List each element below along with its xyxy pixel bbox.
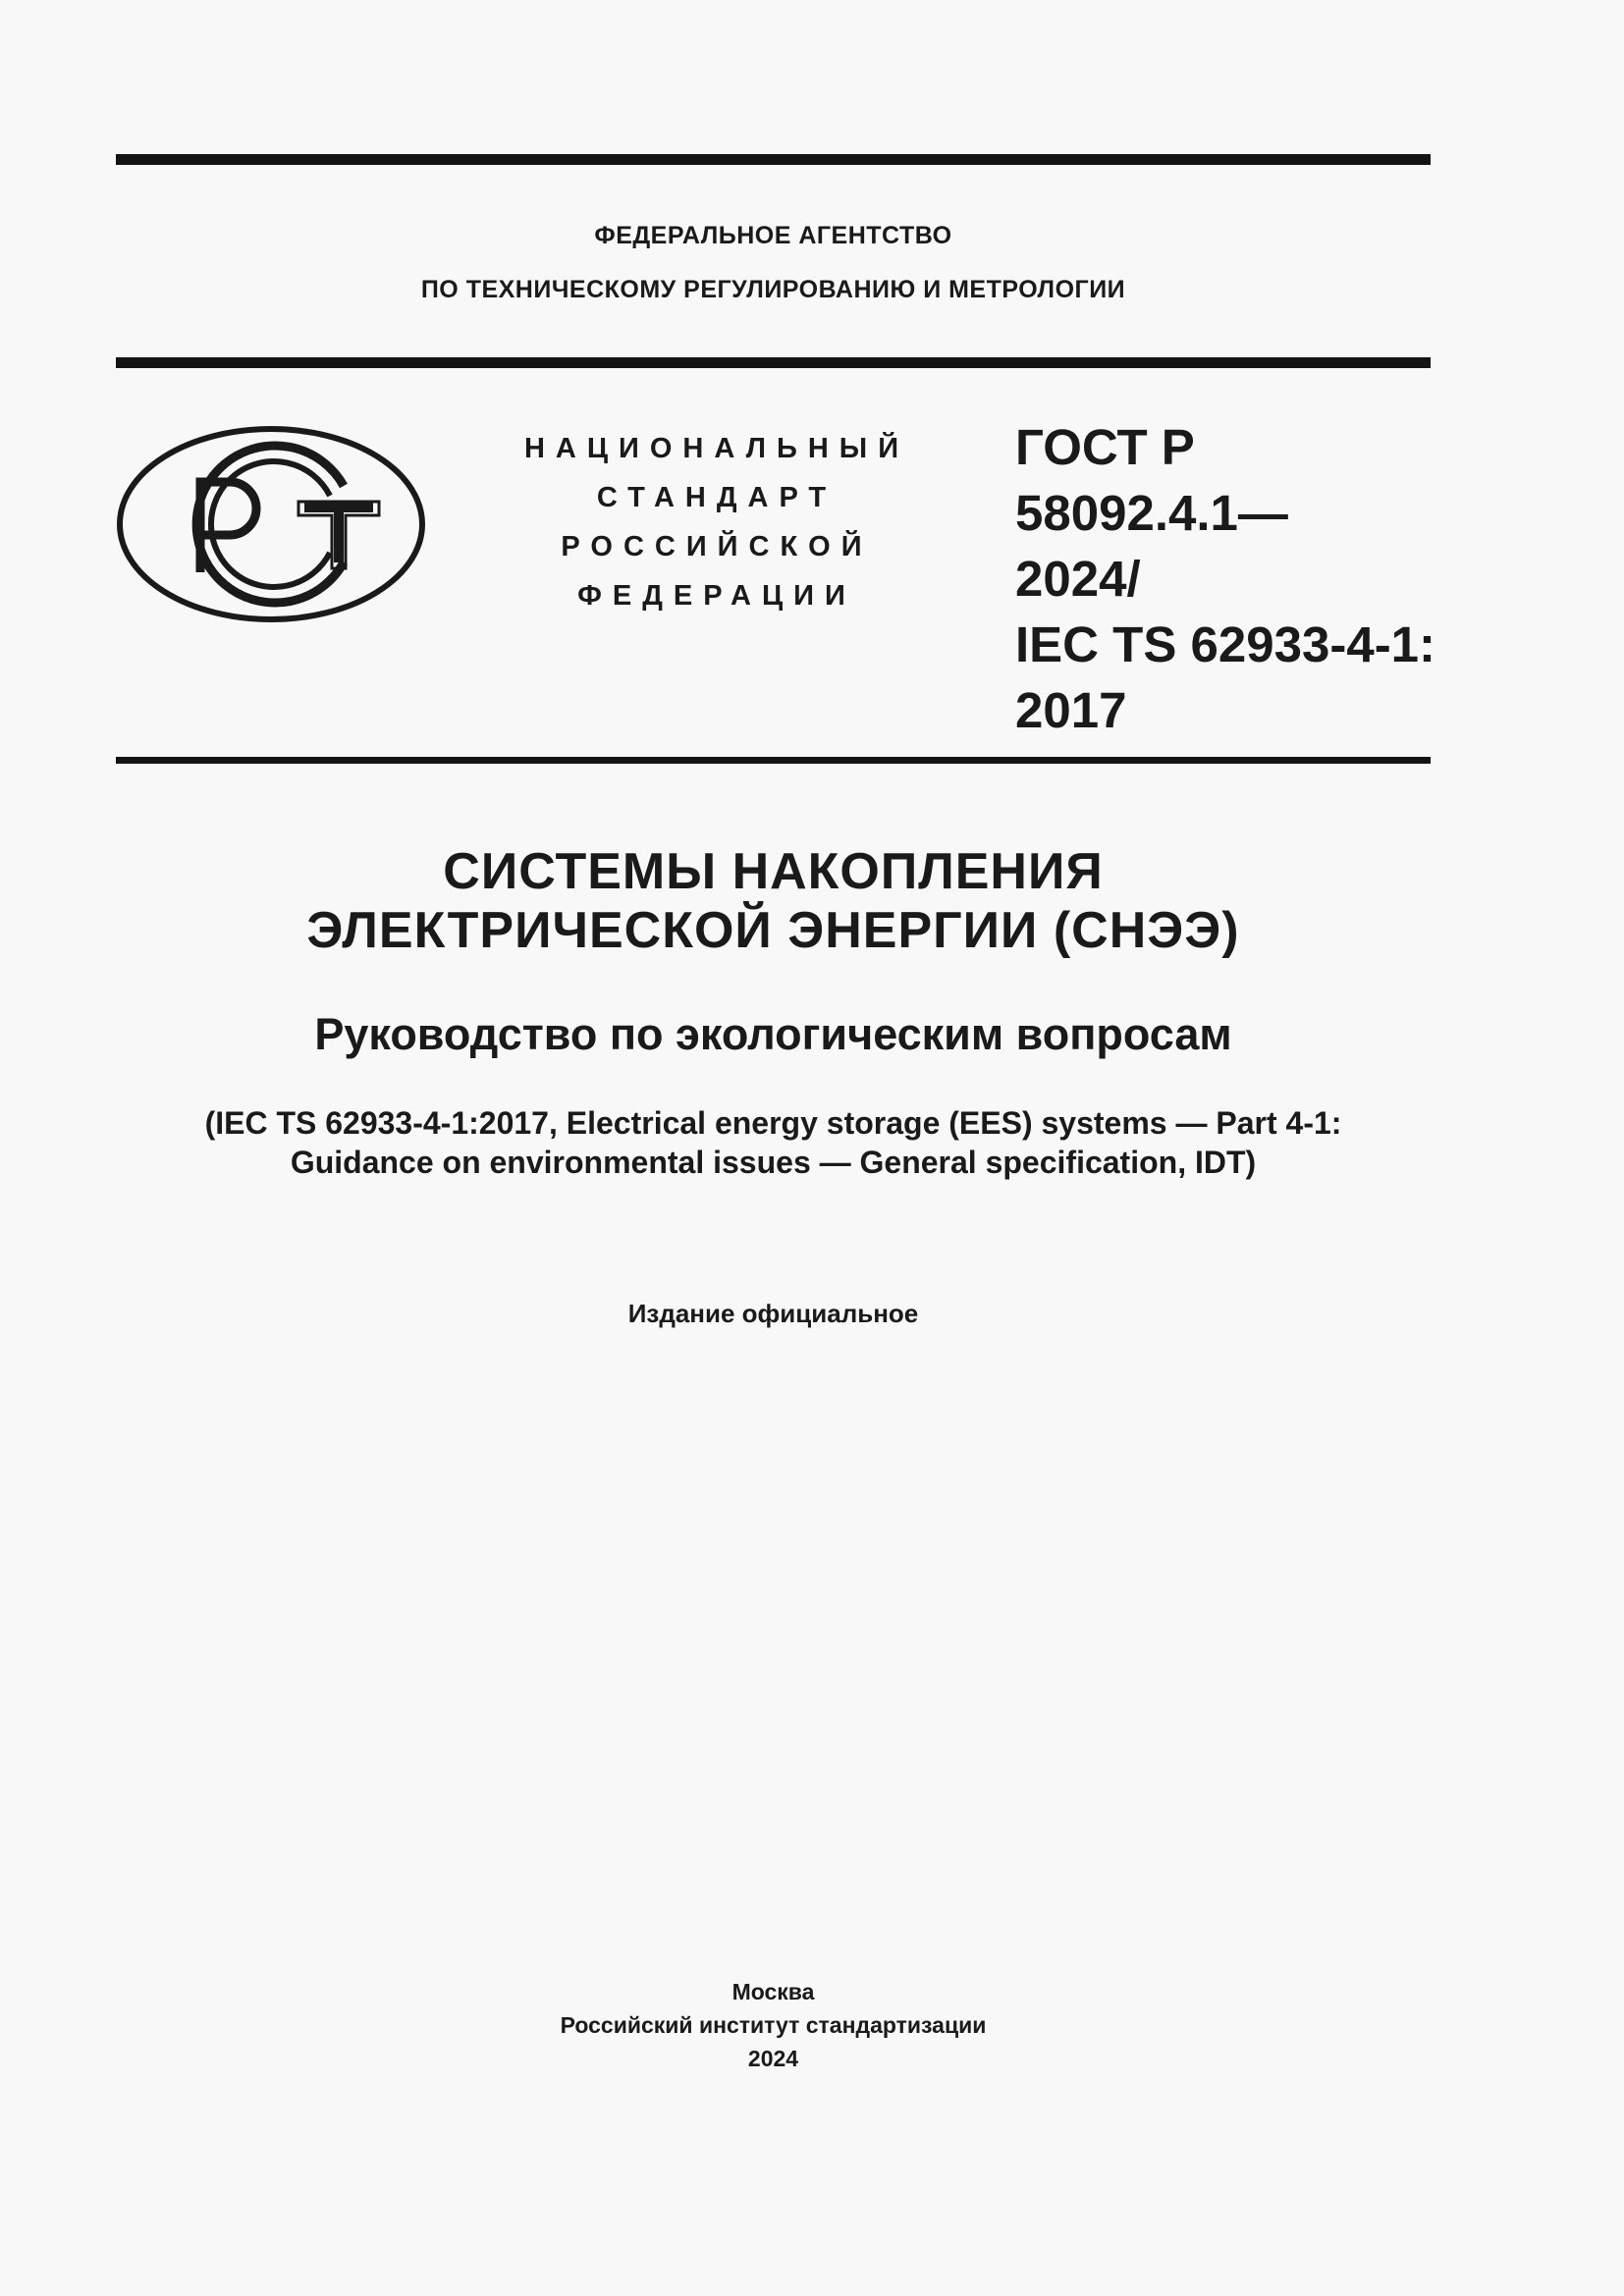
imprint	[116, 1975, 1431, 2075]
national-standard-line: НАЦИОНАЛЬНЫЙ	[523, 433, 910, 464]
imprint-year: 2024	[747, 2046, 799, 2071]
title-line: СИСТЕМЫ НАКОПЛЕНИЯ	[443, 843, 1104, 900]
imprint-publisher: Российский институт стандартизации	[560, 2012, 987, 2038]
agency-name-line-2: ПО ТЕХНИЧЕСКОМУ РЕГУЛИРОВАНИЮ И МЕТРОЛОГИИ	[420, 276, 1126, 303]
national-standard-line: ФЕДЕРАЦИИ	[577, 580, 856, 612]
designation-rule	[116, 757, 1431, 764]
designation-line: ГОСТ Р	[1015, 419, 1195, 475]
original-reference-line: (IEC TS 62933-4-1:2017, Electrical energy storage (EES) systems — Part 4-1:	[204, 1105, 1342, 1141]
document-title	[116, 842, 1431, 960]
rst-certification-mark-icon	[116, 425, 426, 623]
designation-line: IEC TS 62933-4-1:	[1015, 616, 1436, 672]
agency-name-line-1: ФЕДЕРАЛЬНОЕ АГЕНТСТВО	[594, 222, 952, 249]
header-rule	[116, 357, 1431, 368]
national-standard-line: СТАНДАРТ	[596, 482, 838, 513]
original-document-reference	[116, 1103, 1431, 1182]
title-line: ЭЛЕКТРИЧЕСКОЙ ЭНЕРГИИ (СНЭЭ)	[306, 902, 1240, 959]
original-reference-line: Guidance on environmental issues — General specification, IDT)	[290, 1145, 1257, 1180]
document-subtitle: Руководство по экологическим вопросам	[314, 1009, 1232, 1059]
standard-designation	[1015, 414, 1436, 743]
designation-line: 2024/	[1015, 551, 1141, 607]
national-standard-line: РОССИЙСКОЙ	[561, 531, 873, 562]
top-rule	[116, 154, 1431, 165]
edition-label: Издание официальное	[627, 1299, 919, 1328]
designation-line: 58092.4.1—	[1015, 485, 1288, 541]
national-standard-label	[511, 424, 923, 620]
imprint-city: Москва	[731, 1979, 815, 2004]
designation-line: 2017	[1015, 682, 1127, 738]
